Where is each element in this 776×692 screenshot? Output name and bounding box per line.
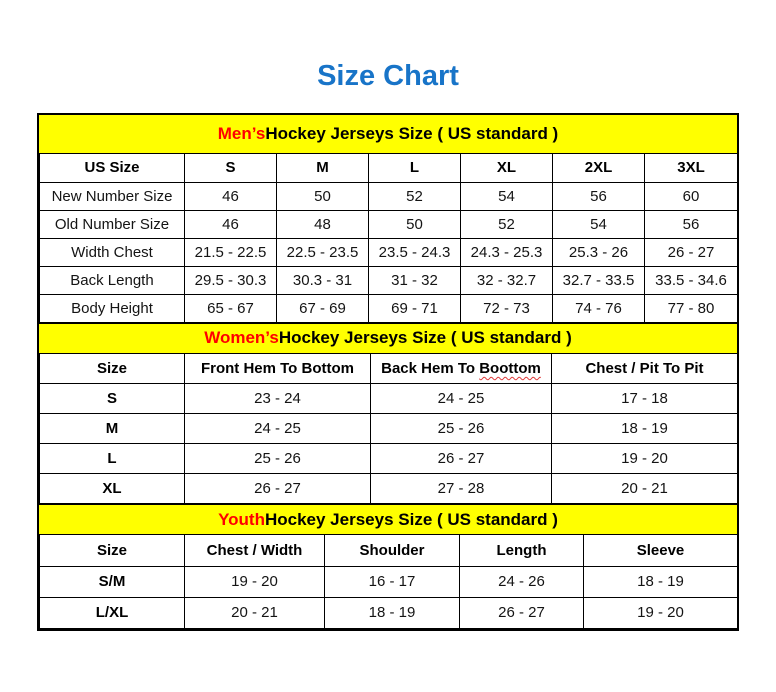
size-value-cell: 26 - 27 [185,474,371,504]
section-band-accent: Youth [218,509,265,529]
size-value-cell: 24 - 25 [371,384,552,414]
size-value-cell: 52 [461,210,553,238]
section-band-accent: Men’s [217,124,266,143]
section-band-womens [39,323,737,354]
table-row [40,182,738,210]
size-value-cell: 50 [369,210,461,238]
size-value-cell: 23 - 24 [185,384,371,414]
column-header: 3XL [645,154,738,182]
section-band-text: Hockey Jerseys Size ( US standard ) [264,509,558,529]
row-label: Old Number Size [40,210,185,238]
row-label: Back Length [40,266,185,294]
size-value-cell: 69 - 71 [369,294,461,322]
table-row [40,238,738,266]
column-header: XL [461,154,553,182]
size-value-cell: 50 [277,182,369,210]
row-label: S/M [40,566,185,597]
column-header [371,354,552,384]
size-value-cell: 77 - 80 [645,294,738,322]
column-header: M [277,154,369,182]
table-row [40,474,738,504]
size-value-cell: 19 - 20 [584,597,738,628]
size-value-cell: 46 [185,210,277,238]
size-value-cell: 25 - 26 [371,414,552,444]
size-value-cell: 16 - 17 [325,566,460,597]
column-header: Shoulder [325,535,460,566]
column-header: L [369,154,461,182]
row-label: New Number Size [40,182,185,210]
column-header-text: Back Hem To [381,359,476,377]
row-label: M [40,414,185,444]
size-value-cell: 60 [645,182,738,210]
section-table-womens [39,354,738,505]
column-header: Size [40,354,185,384]
size-value-cell: 29.5 - 30.3 [185,266,277,294]
size-value-cell: 24 - 26 [460,566,584,597]
row-label: Body Height [40,294,185,322]
section-table-youth [39,535,738,629]
size-value-cell: 72 - 73 [461,294,553,322]
table-row [40,444,738,474]
size-value-cell: 65 - 67 [185,294,277,322]
row-label: XL [40,474,185,504]
column-header: Length [460,535,584,566]
row-label: S [40,384,185,414]
size-value-cell: 18 - 19 [584,566,738,597]
size-value-cell: 26 - 27 [460,597,584,628]
table-row [40,266,738,294]
column-header: Chest / Pit To Pit [552,354,738,384]
size-value-cell: 48 [277,210,369,238]
size-value-cell: 54 [553,210,645,238]
size-value-cell: 27 - 28 [371,474,552,504]
size-value-cell: 23.5 - 24.3 [369,238,461,266]
column-header: Size [40,535,185,566]
size-value-cell: 20 - 21 [185,597,325,628]
table-row [40,597,738,628]
section-band-accent: Women’s [204,328,279,347]
size-value-cell: 19 - 20 [552,444,738,474]
section-band-text: Hockey Jerseys Size ( US standard ) [265,124,559,143]
page-title: Size Chart [317,60,459,92]
size-value-cell: 46 [185,182,277,210]
size-value-cell: 24 - 25 [185,414,371,444]
size-value-cell: 24.3 - 25.3 [461,238,553,266]
size-value-cell: 21.5 - 22.5 [185,238,277,266]
size-value-cell: 31 - 32 [369,266,461,294]
row-label: L [40,444,185,474]
table-row [40,210,738,238]
size-value-cell: 54 [461,182,553,210]
size-value-cell: 25.3 - 26 [553,238,645,266]
size-value-cell: 33.5 - 34.6 [645,266,738,294]
column-header: Front Hem To Bottom [185,354,371,384]
size-value-cell: 32.7 - 33.5 [553,266,645,294]
table-row [40,566,738,597]
size-value-cell: 22.5 - 23.5 [277,238,369,266]
size-value-cell: 18 - 19 [552,414,738,444]
size-chart-table [37,113,739,631]
table-row [40,384,738,414]
size-value-cell: 67 - 69 [277,294,369,322]
row-label: Width Chest [40,238,185,266]
size-value-cell: 26 - 27 [645,238,738,266]
column-header-misspelled-word: Boottom [479,359,541,377]
size-value-cell: 18 - 19 [325,597,460,628]
size-value-cell: 26 - 27 [371,444,552,474]
section-band-text: Hockey Jerseys Size ( US standard ) [278,328,572,347]
size-value-cell: 56 [553,182,645,210]
column-header: US Size [40,154,185,182]
size-value-cell: 56 [645,210,738,238]
column-header: Chest / Width [185,535,325,566]
table-row [40,294,738,322]
section-table-mens [39,154,738,323]
size-value-cell: 74 - 76 [553,294,645,322]
section-band-youth [39,504,737,535]
size-value-cell: 17 - 18 [552,384,738,414]
size-value-cell: 30.3 - 31 [277,266,369,294]
size-value-cell: 19 - 20 [185,566,325,597]
table-row [40,414,738,444]
size-value-cell: 32 - 32.7 [461,266,553,294]
size-value-cell: 25 - 26 [185,444,371,474]
column-header: S [185,154,277,182]
size-value-cell: 52 [369,182,461,210]
size-value-cell: 20 - 21 [552,474,738,504]
row-label: L/XL [40,597,185,628]
column-header: Sleeve [584,535,738,566]
section-band-mens [39,115,737,154]
column-header: 2XL [553,154,645,182]
